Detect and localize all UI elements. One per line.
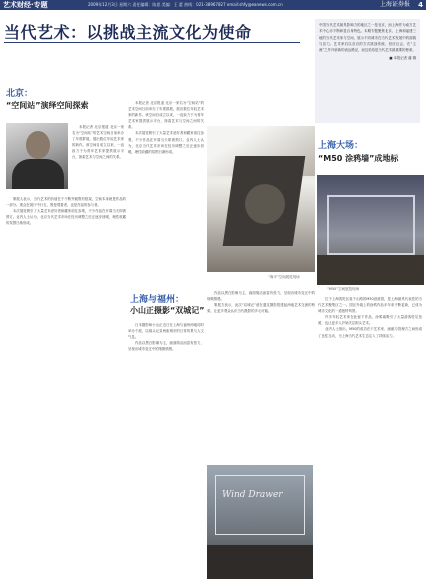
intro-author: ■ 本报记者 潘 娜 — [389, 56, 416, 61]
m50-photo — [317, 175, 424, 285]
main-headline: 当代艺术：以挑战主流文化为使命 — [4, 23, 252, 42]
masthead-bar — [0, 0, 426, 10]
wind-drawer-photo: Wind Drawer — [207, 465, 313, 579]
shanghai-paragraph: 许多年轻艺术家在此留下作品，涂鸦墙吸引了大量游客驻足拍照，也让更多人开始关注街头艺术。 — [318, 315, 422, 326]
beijing-paragraph: 策展人表示，当代艺术的价值在于不断突破既有框架，空间本身就是作品的一部分。观众在展厅中行走，既是观看者，也是作品的参与者。 — [6, 197, 126, 208]
photo-caption: “海平”空间展览现场 — [268, 275, 300, 279]
beijing-paragraph: 本报记者 北京报道 北京一家名为“空间站”的艺术空间日前举办了年度群展，展出数位年轻艺术家的新作。该空间自成立以来，一直致力于为青年艺术家提供展示平台，探索艺术与空间之间的关系。 — [72, 125, 124, 160]
m50-photo-caption: “M50”空间展览现场 — [327, 287, 360, 291]
shanghai-paragraph: 业内人士指出，M50的成功在于艺术家、画廊与管理方之间形成了良性互动，为上海当代艺术生态注入了持续活力。 — [318, 327, 422, 338]
middle-column-text — [128, 100, 204, 300]
shanghai-fuzhou-paragraph: 策展方表示，此次“双城记”意在通过摄影搭建起两地艺术交流的桥梁，让更多观众认识当代摄影的多元可能。 — [207, 303, 315, 314]
shanghai-fuzhou-subtitle: 小山正摄影“双城记” — [130, 306, 205, 315]
shanghai-fuzhou-paragraph: 作品以黑白影像为主，画面简洁而富有张力，呈现出城市变迁中的细微情感。 — [128, 341, 204, 352]
shanghai-paragraph: 位于上海普陀区莫干山路的M50创意园，是上海最具代表性的当代艺术聚集区之一。园区外墙上的涂鸦作品多年来不断更新，已成为城市文化的一道独特风景。 — [318, 297, 422, 314]
beijing-lead-text — [72, 124, 124, 190]
issue-info: 2009年12月3日 星期六 责任编辑：陈思 美编：王 蕾 热线：021-38967827 email:shfy@eanews.com.cn — [88, 2, 283, 7]
beijing-subtitle: “空间站”演绎空间探索 — [6, 101, 89, 110]
exhibition-photo — [207, 126, 315, 272]
intro-text: 中国当代艺术最具影响力的地区之一是北京，而上海作为南方艺术中心亦不断彰显自身特色。本期专题聚焦北京、上海和福建三地的当代艺术家与空间，展示不同城市在当代艺术发展中的面貌与活力。艺术家们以各自的方式挑战传统、回应社会，在“主流”之外开辟新的表达路径，而这恰恰是当代艺术最重要的使命。 — [319, 23, 416, 53]
paper-name: 上海证券报 — [379, 1, 410, 8]
artist-portrait — [6, 123, 68, 189]
shanghai-text — [318, 296, 422, 576]
headline-rule — [4, 42, 300, 43]
shanghai-fuzhou-text-left — [128, 322, 204, 576]
intro-box — [315, 19, 420, 123]
shanghai-subtitle: “M50 涂鸦墙”成地标 — [318, 154, 399, 163]
page-number: 4 — [418, 1, 423, 9]
beijing-paragraph: 本次展览吸引了大量艺术爱好者和藏家前往参观，不少作品在开幕当天即被预订。业内人士认为，北京当代艺术市场在经历调整之后正逐步回暖，理性收藏的氛围日渐形成。 — [128, 131, 204, 154]
beijing-paragraph: 本报记者 北京报道 北京一家名为“空间站”的艺术空间日前举办了年度群展，展出数位年轻艺术家的新作。该空间自成立以来，一直致力于为青年艺术家提供展示平台，探索艺术与空间之间的关系。 — [128, 101, 204, 130]
beijing-paragraph: 本次展览吸引了大量艺术爱好者和藏家前往参观，不少作品在开幕当天即被预订。业内人士认为，北京当代艺术市场在经历调整之后正逐步回暖，理性收藏的氛围日渐形成。 — [6, 209, 126, 226]
beijing-location: 北京： — [6, 89, 34, 99]
shanghai-location: 上海大场： — [318, 141, 364, 151]
section-title: 艺术财经·专题 — [3, 1, 48, 9]
shanghai-fuzhou-location: 上海与福州： — [130, 295, 185, 305]
shanghai-fuzhou-paragraph: 作品以黑白影像为主，画面简洁而富有张力，呈现出城市变迁中的细微情感。 — [207, 291, 315, 302]
shanghai-fuzhou-text-right — [207, 290, 315, 460]
shanghai-fuzhou-paragraph: 日本摄影师小山正近日在上海与福州两地同时举办个展，以镜头记录两座城市的日常风景与人文气息。 — [128, 323, 204, 340]
beijing-body-text — [6, 196, 126, 576]
